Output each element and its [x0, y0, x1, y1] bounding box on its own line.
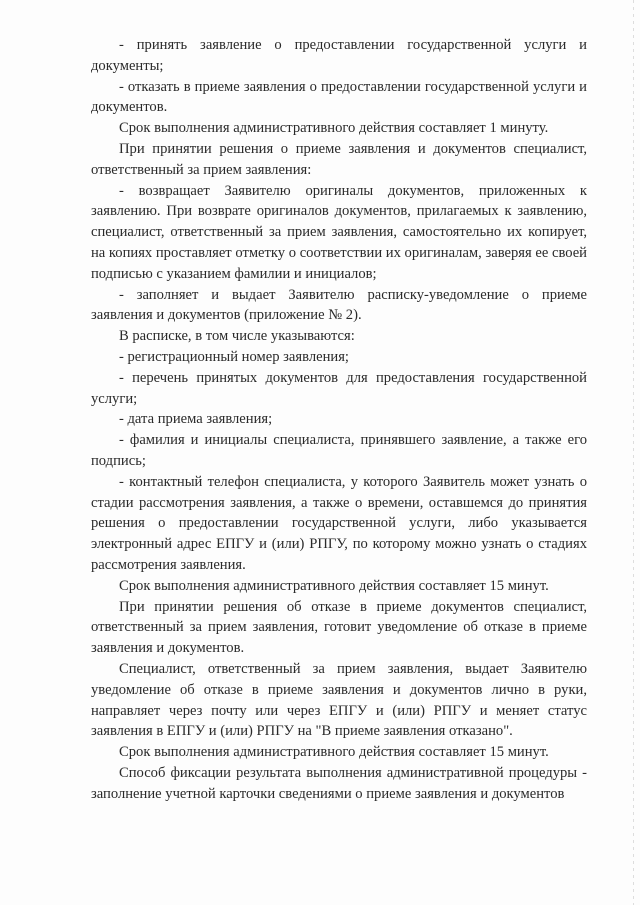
scan-edge-artifact — [633, 0, 634, 905]
paragraph: - отказать в приеме заявления о предоставлении государственной услуги и документов. — [91, 78, 587, 116]
paragraph: При принятии решения об отказе в приеме документов специалист, ответственный за прием заявления, готовит уведомление об отказе в приеме заявления и документов. — [91, 598, 587, 657]
paragraph: - контактный телефон специалиста, у которого Заявитель может узнать о стадии рассмотрения заявления, а также о времени, оставшемся до принятия решения о предоставлении государственной услуги, либо указывается электронный адрес ЕПГУ и (или) РПГУ, по которому можно узнать о стадиях рассмотрения заявления. — [91, 473, 587, 573]
paragraph: - перечень принятых документов для предоставления государственной услуги; — [91, 369, 587, 407]
paragraph: При принятии решения о приеме заявления и документов специалист, ответственный за прием заявления: — [91, 140, 587, 178]
paragraph: Срок выполнения административного действия составляет 1 минуту. — [119, 120, 549, 137]
paragraph: Срок выполнения административного действия составляет 15 минут. — [119, 577, 549, 594]
paragraph: - регистрационный номер заявления; — [119, 348, 349, 365]
paragraph: - возвращает Заявителю оригиналы документов, приложенных к заявлению. При возврате оригиналов документов, прилагаемых к заявлению, специалист, ответственный за прием заявления, самостоятельно их копирует, на копиях проставляет отметку о соответствии их оригиналам, заверяя ее своей подписью с указанием фамилии и инициалов; — [91, 182, 587, 282]
document-body — [91, 35, 587, 804]
paragraph: Специалист, ответственный за прием заявления, выдает Заявителю уведомление об отказе в приеме заявления и документов лично в руки, направляет через почту или через ЕПГУ и (или) РПГУ и меняет статус заявления в ЕПГУ и (или) РПГУ на "В приеме заявления отказано". — [91, 660, 587, 740]
paragraph: Срок выполнения административного действия составляет 15 минут. — [119, 744, 549, 761]
paragraph: - принять заявление о предоставлении государственной услуги и документы; — [91, 37, 587, 74]
paragraph: В расписке, в том числе указываются: — [119, 328, 355, 345]
paragraph: Способ фиксации результата выполнения административной процедуры - заполнение учетной карточки сведениями о приеме заявления и документов — [91, 764, 587, 802]
paragraph: - фамилия и инициалы специалиста, принявшего заявление, а также его подпись; — [91, 432, 587, 469]
paragraph: - дата приема заявления; — [119, 411, 273, 428]
paragraph: - заполняет и выдает Заявителю расписку-уведомление о приеме заявления и документов (приложение № 2). — [91, 286, 587, 324]
